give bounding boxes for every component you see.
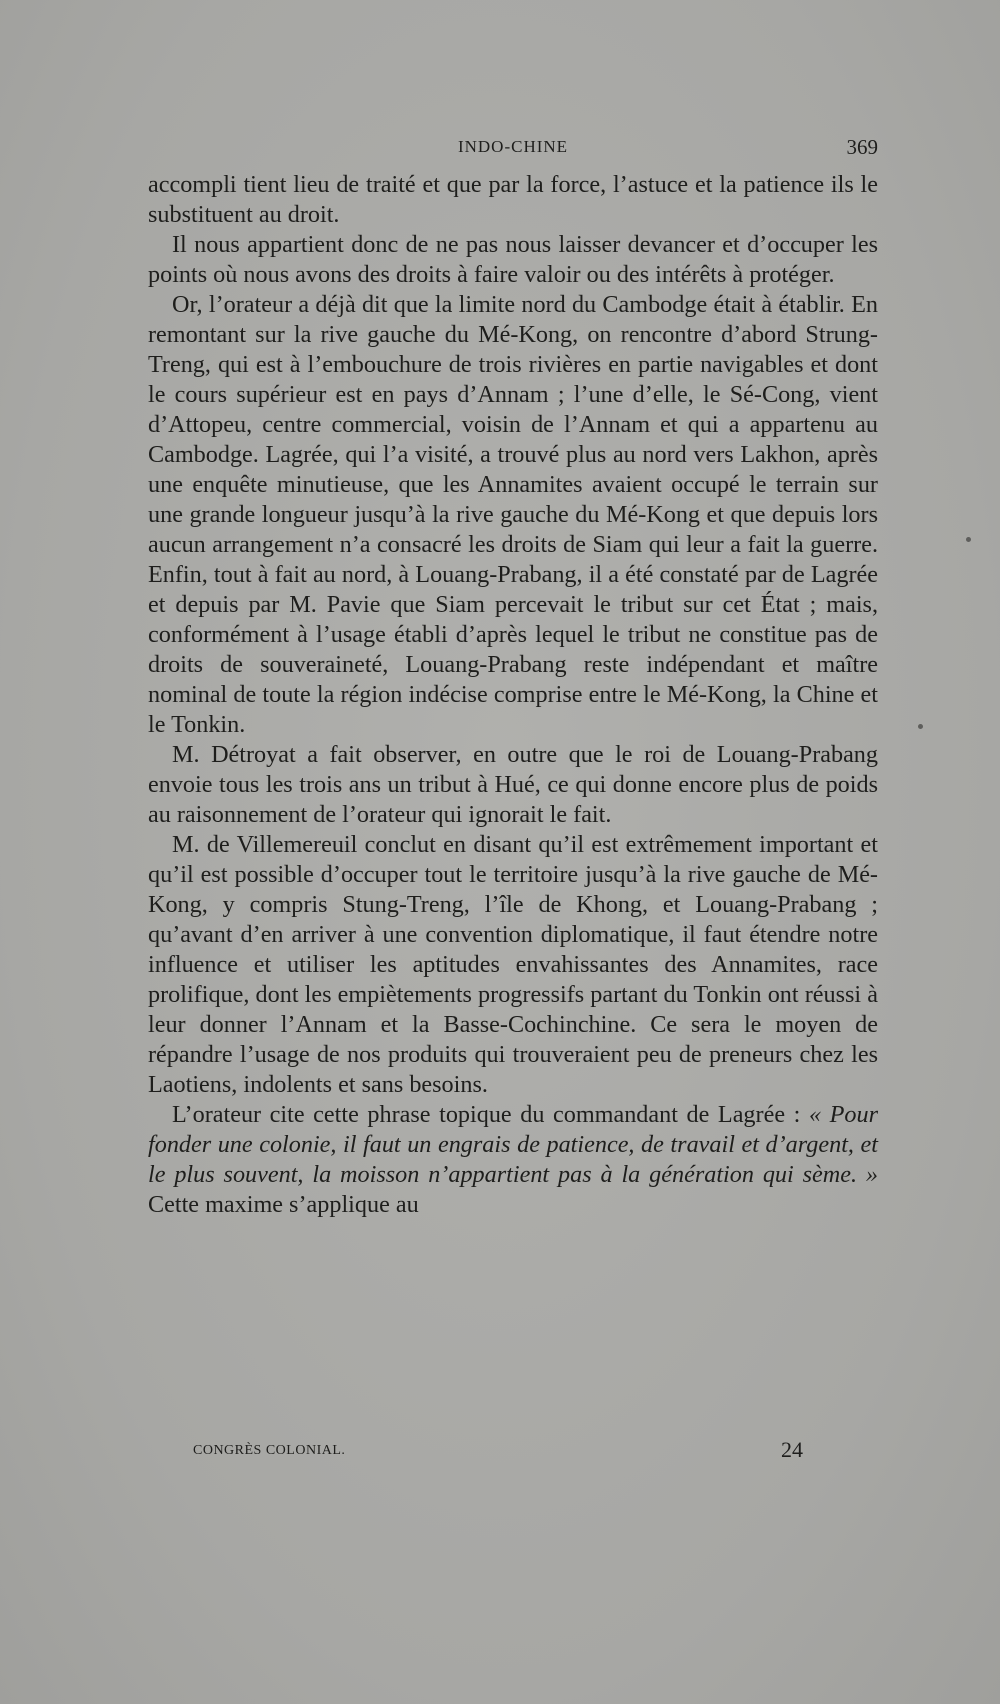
paragraph-6-intro: L’orateur cite cette phrase topique du commandant de Lagrée : <box>172 1101 809 1128</box>
page-footer <box>193 1437 803 1467</box>
body-text <box>148 170 878 1220</box>
paragraph-1: accompli tient lieu de traité et que par la force, l’astuce et la patience ils le substituent au droit. <box>148 171 878 228</box>
paragraph-6-outro: Cette maxime s’applique au <box>148 1191 419 1218</box>
paper-speck <box>966 537 971 542</box>
paragraph-4: M. Détroyat a fait observer, en outre que le roi de Louang-Prabang envoie tous les trois ans un tribut à Hué, ce qui donne encore plus de poids au raisonnement de l’orateur qui ignorait le fait. <box>148 741 878 828</box>
signature-mark: CONGRÈS COLONIAL. <box>193 1443 346 1458</box>
page-number: 369 <box>846 135 878 159</box>
lagree-quote: « Pour fonder une colonie, il faut un engrais de patience, de travail et d’argent, et le plus souvent, la moisson n’appartient pas à la génération qui sème. » <box>148 1101 878 1188</box>
page-header <box>148 135 878 165</box>
paragraph-6 <box>148 1100 878 1220</box>
running-title: INDO-CHINE <box>457 137 569 156</box>
paragraph-3: Or, l’orateur a déjà dit que la limite nord du Cambodge était à établir. En remontant sur la rive gauche du Mé-Kong, on rencontre d’abord Strung-Treng, qui est à l’embouchure de trois rivières en partie navigables et dont le cours supérieur est en pays d’Annam ; l’une d’elle, le Sé-Cong, vient d’Attopeu, centre commercial, voisin de l’Annam et qui a appartenu au Cambodge. Lagrée, qui l’a visité, a trouvé plus au nord vers Lakhon, après une enquête minutieuse, que les Annamites avaient occupé le terrain sur une grande longueur jusqu’à la rive gauche du Mé-Kong et que depuis lors aucun arrangement n’a consacré les droits de Siam qui leur a fait la guerre. Enfin, tout à fait au nord, à Louang-Prabang, il a été constaté par de Lagrée et depuis par M. Pavie que Siam percevait le tribut sur cet État ; mais, conformément à l’usage établi d’après lequel le tribut ne constitue pas de droits de souveraineté, Louang-Prabang reste indépendant et maître nominal de toute la région indécise comprise entre le Mé-Kong, la Chine et le Tonkin. <box>148 291 878 738</box>
paper-speck <box>918 724 923 729</box>
paragraph-2: Il nous appartient donc de ne pas nous laisser devancer et d’occuper les points où nous avons des droits à faire valoir ou des intérêts à protéger. <box>148 231 878 288</box>
paragraph-5: M. de Villemereuil conclut en disant qu’il est extrêmement important et qu’il est possible d’occuper tout le territoire jusqu’à la rive gauche de Mé-Kong, y compris Stung-Treng, l’île de Khong, et Louang-Prabang ; qu’avant d’en arriver à une convention diplomatique, il faut étendre notre influence et utiliser les aptitudes envahissantes des Annamites, race prolifique, dont les empiètements progressifs partant du Tonkin ont réussi à leur donner l’Annam et la Basse-Cochinchine. Ce sera le moyen de répandre l’usage de nos produits qui trouveraient peu de preneurs chez les Laotiens, indolents et sans besoins. <box>148 831 878 1098</box>
sheet-number: 24 <box>781 1437 803 1462</box>
